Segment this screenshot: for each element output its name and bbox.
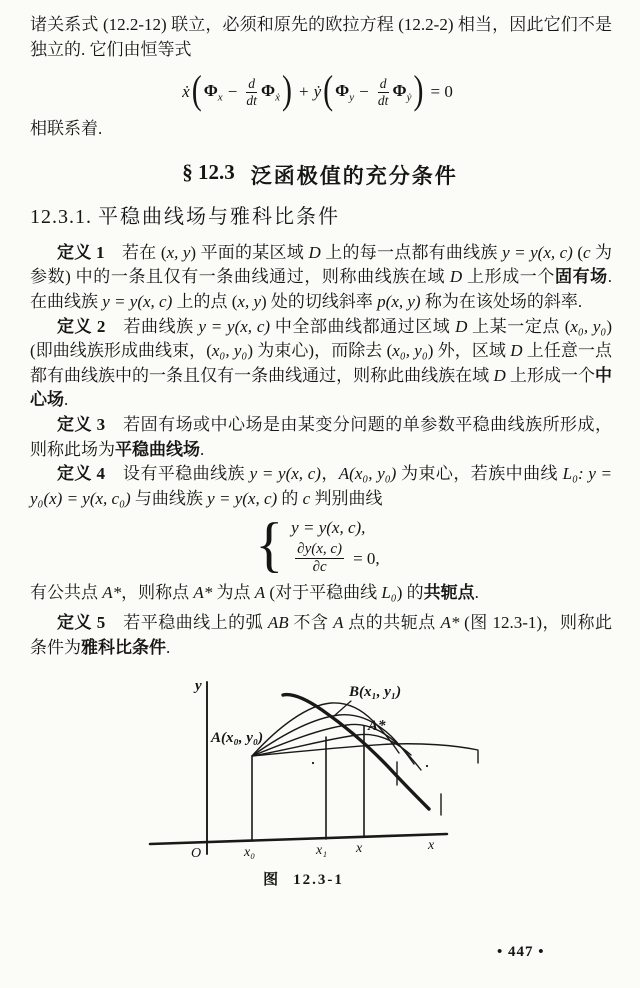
x-axis — [150, 834, 447, 844]
definition-5-paragraph: 定义 5 若平稳曲线上的弧 AB 不含 A 点的共轭点 A* (图 12.3-1)，则称此条件为雅科比条件. — [30, 612, 613, 657]
linking-text: 相联系着. — [30, 119, 103, 139]
close-paren: ) — [413, 68, 424, 113]
definition-2-paragraph: 定义 2 若曲线族 y = y(x, c) 中全部曲线都通过区域 D 上某一定点 (x₀, y₀) (即曲线族形成曲线束，(x₀, y₀) 为束心)，而除去 (x₀, y₀) 外，区域 D 上任意一点都有曲线族中的一条且仅有一条曲线通过，则称此曲线族在域 D 上形成一个中心场. — [30, 316, 613, 410]
scan-speck — [312, 762, 314, 764]
phi-ydot-term: $\Phi_ẏ$ — [392, 80, 412, 104]
partial-derivative-fraction: $\frac{\partial y(x, c)}{\partial c}$ — [297, 541, 343, 576]
minus-operator: − — [359, 82, 369, 102]
subsection-heading — [30, 200, 640, 229]
figure-svg — [145, 672, 490, 864]
tick-label-x0: x₀ — [244, 845, 256, 861]
equals-zero: = 0 — [430, 82, 453, 102]
figure-caption-number: 12.3-1 — [293, 872, 344, 889]
equals-zero: = 0, — [353, 548, 380, 568]
x-axis-label: x — [428, 838, 435, 854]
phi-y-term: $\Phi_y$ — [335, 80, 355, 104]
figure — [0, 672, 640, 889]
open-paren: ( — [323, 68, 334, 113]
discriminant-curve-system — [0, 510, 640, 579]
section-number: § 12.3 — [182, 159, 235, 184]
plus-operator: + — [299, 82, 309, 102]
x-dot-factor: ẋ — [182, 82, 190, 102]
conjugate-point-paragraph: 有公共点 A*，则称点 A* 为点 A (对于平稳曲线 L₀) 的共轭点. — [30, 583, 479, 603]
y-dot-factor: ẏ — [313, 82, 322, 102]
euler-identity-formula — [0, 70, 640, 114]
open-paren: ( — [191, 68, 202, 113]
point-a-label: A(x₀, y₀) — [211, 730, 264, 747]
scan-speck — [426, 765, 428, 767]
point-b-label: B(x₁, y₁) — [349, 684, 402, 701]
tick-label-x1: x₁ — [316, 843, 328, 859]
system-brace: { — [255, 510, 284, 579]
phi-x-term: $\Phi_x$ — [203, 80, 223, 104]
figure-caption — [131, 868, 476, 889]
page-number: • 447 • — [497, 944, 545, 960]
system-line-2 — [291, 541, 384, 577]
minus-operator: − — [227, 82, 238, 102]
definition-3-paragraph: 定义 3 若固有场或中心场是由某变分问题的单参数平稳曲线族所形成，则称此场为平稳曲线场. — [30, 414, 613, 459]
d-dt-fraction: $\frac{d}{dt}$ — [377, 76, 389, 108]
subsection-number: 12.3.1. — [30, 205, 92, 228]
tick-label-x: x — [356, 841, 363, 857]
section-heading — [0, 160, 640, 190]
system-line-1: y = y(x, c), — [291, 518, 366, 538]
y-axis-label: y — [195, 678, 202, 695]
definition-1-paragraph: 定义 1 若在 (x, y) 平面的某区域 D 上的每一点都有曲线族 y = y(x, c) (c 为参数) 中的一条且仅有一条曲线通过，则称曲线族在域 D 上形成一个固有场. 在曲线族 y = y(x, c) 上的点 (x, y) 处的切线斜率 p(x, y) 称为在该处场的斜率. — [30, 242, 613, 311]
intro-paragraph: 诸关系式 (12.2-12) 联立，必须和原先的欧拉方程 (12.2-2) 相当，因此它们不是独立的. 它们由恒等式 — [30, 15, 612, 59]
origin-label: O — [191, 846, 202, 862]
section-title: 泛函极值的充分条件 — [250, 163, 458, 188]
phi-xdot-term: $\Phi_ẋ$ — [261, 80, 281, 104]
figure-caption-prefix: 图 — [263, 872, 280, 889]
subsection-title: 平稳曲线场与雅科比条件 — [98, 205, 340, 228]
definition-4-paragraph: 定义 4 设有平稳曲线族 y = y(x, c)，A(x₀, y₀) 为束心，若族中曲线 L₀: y = y₀(x) = y(x, c₀) 与曲线族 y = y(x, c) 的 c 判别曲线 — [30, 464, 613, 508]
conjugate-point-label: A* — [368, 718, 386, 735]
d-dt-fraction: $\frac{d}{dt}$ — [246, 76, 257, 108]
close-paren: ) — [282, 68, 293, 113]
